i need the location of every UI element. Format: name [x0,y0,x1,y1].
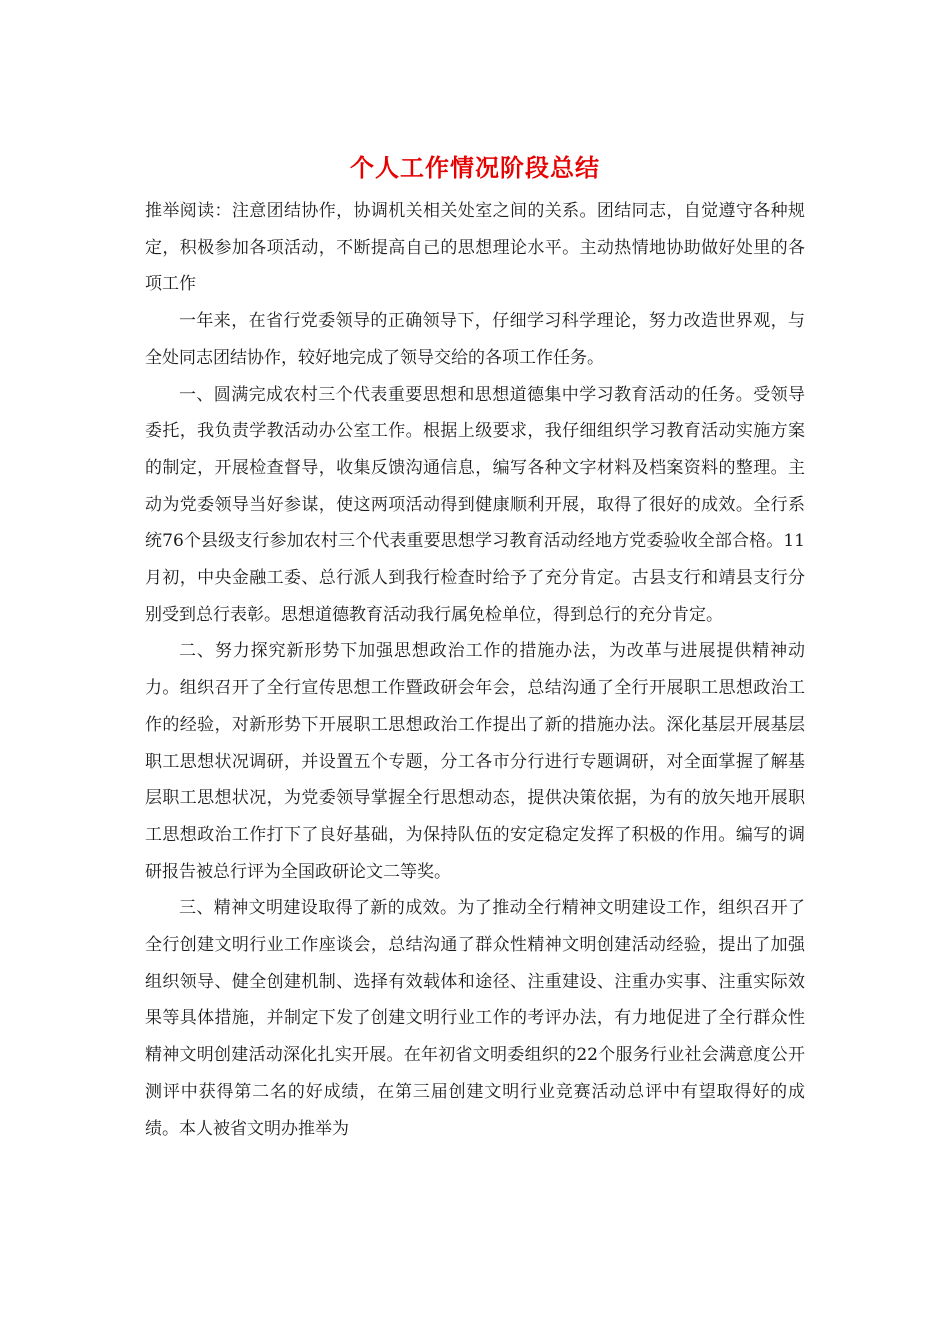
paragraph-section-two: 二、努力探究新形势下加强思想政治工作的措施办法，为改革与进展提供精神动力。组织召开了全行宣传思想工作暨政研会年会，总结沟通了全行开展职工思想政治工作的经验，对新形势下开展职工思想政治工作提出了新的措施办法。深化基层开展基层职工思想状况调研，并设置五个专题，分工各市分行进行专题调研，对全面掌握了解基层职工思想状况，为党委领导掌握全行思想动态，提供决策依据，为有的放矢地开展职工思想政治工作打下了良好基础，为保持队伍的安定稳定发挥了积极的作用。编写的调研报告被总行评为全国政研论文二等奖。 [145,641,805,882]
paragraph-intro: 一年来，在省行党委领导的正确领导下，仔细学习科学理论，努力改造世界观，与全处同志团结协作，较好地完成了领导交给的各项工作任务。 [145,311,805,368]
paragraph-section-three: 三、精神文明建设取得了新的成效。为了推动全行精神文明建设工作，组织召开了全行创建文明行业工作座谈会，总结沟通了群众性精神文明创建活动经验，提出了加强组织领导、健全创建机制、选择有效载体和途径、注重建设、注重办实事、注重实际效果等具体措施，并制定下发了创建文明行业工作的考评办法，有力地促进了全行群众性精神文明创建活动深化扎实开展。在年初省文明委组织的22个服务行业社会满意度公开测评中获得第二名的好成绩，在第三届创建文明行业竞赛活动总评中有望取得好的成绩。本人被省文明办推举为 [145,898,805,1139]
document-title: 个人工作情况阶段总结 [350,153,600,182]
paragraph-section-one: 一、圆满完成农村三个代表重要思想和思想道德集中学习教育活动的任务。受领导委托，我负责学教活动办公室工作。根据上级要求，我仔细组织学习教育活动实施方案的制定，开展检查督导，收集反馈沟通信息，编写各种文字材料及档案资料的整理。主动为党委领导当好参谋，使这两项活动得到健康顺利开展，取得了很好的成效。全行系统76个县级支行参加农村三个代表重要思想学习教育活动经地方党委验收全部合格。11月初，中央金融工委、总行派人到我行检查时给予了充分肯定。古县支行和靖县支行分别受到总行表彰。思想道德教育活动我行属免检单位，得到总行的充分肯定。 [145,384,805,625]
paragraph-recommended-reading: 推举阅读：注意团结协作，协调机关相关处室之间的关系。团结同志，自觉遵守各种规定，积极参加各项活动，不断提高自己的思想理论水平。主动热情地协助做好处里的各项工作 [145,201,805,295]
document-body [145,193,805,1147]
